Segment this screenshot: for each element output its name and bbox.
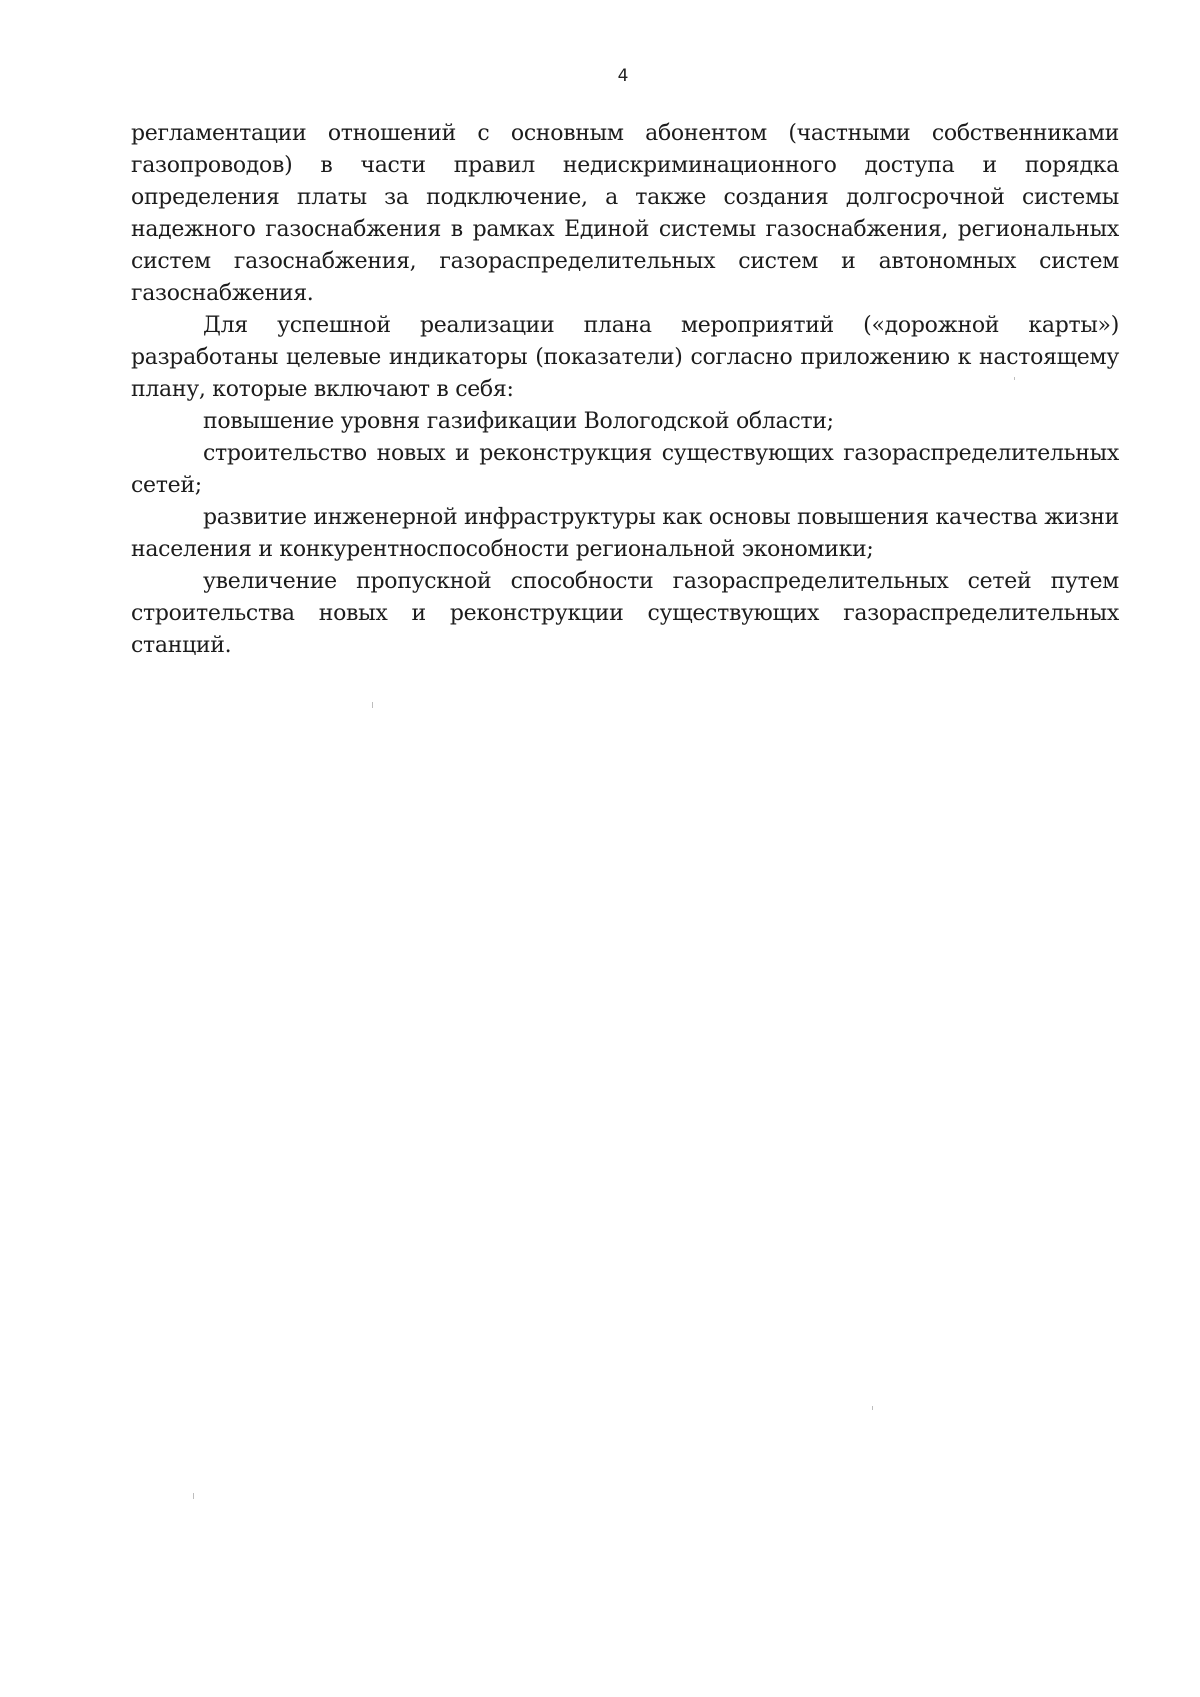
scan-speck	[372, 702, 373, 708]
scan-speck	[193, 1493, 194, 1499]
list-item-capacity-increase: увеличение пропускной способности газораспределительных сетей путем строительства новых и реконструкции существующих газораспределительных станций.	[131, 569, 1119, 658]
page-number: 4	[617, 66, 629, 86]
scan-speck	[1014, 377, 1015, 380]
document-body	[131, 118, 1119, 662]
list-item-network-construction: строительство новых и реконструкция существующих газораспределительных сетей;	[131, 441, 1119, 498]
list-item-infrastructure-development: развитие инженерной инфраструктуры как основы повышения качества жизни населения и конкурентноспособности региональной экономики;	[131, 505, 1119, 562]
paragraph-continuation: регламентации отношений с основным абонентом (частными собственниками газопроводов) в части правил недискриминационного доступа и порядка определения платы за подключение, а также создания долгосрочной системы надежного газоснабжения в рамках Единой системы газоснабжения, региональных систем газоснабжения, газораспределительных систем и автономных систем газоснабжения.	[131, 121, 1119, 306]
paragraph-intro-indicators: Для успешной реализации плана мероприятий («дорожной карты») разработаны целевые индикаторы (показатели) согласно приложению к настоящему плану, которые включают в себя:	[131, 313, 1119, 402]
scan-speck	[872, 1406, 873, 1410]
list-item-gasification-level: повышение уровня газификации Вологодской области;	[203, 409, 834, 434]
